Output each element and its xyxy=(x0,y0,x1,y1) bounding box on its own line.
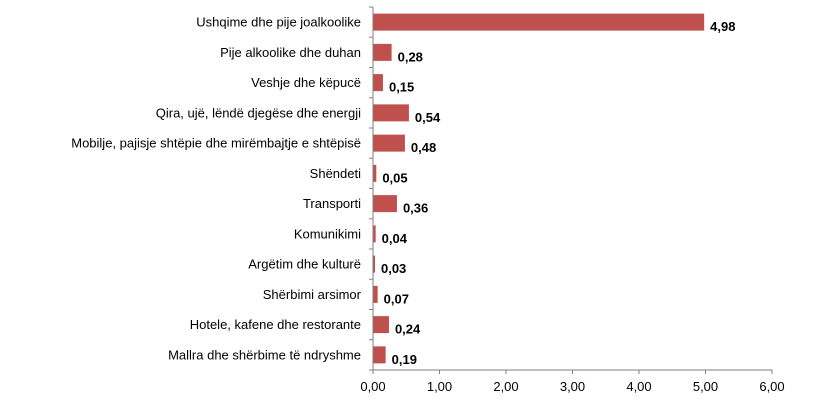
bar xyxy=(373,316,389,333)
data-label: 4,98 xyxy=(710,19,736,35)
category-label: Hotele, kafene dhe restorante xyxy=(189,317,361,333)
bar xyxy=(373,104,409,121)
data-label: 0,48 xyxy=(410,140,437,156)
x-tick-label: 4,00 xyxy=(626,379,652,394)
x-tick-label: 6,00 xyxy=(759,379,785,394)
category-label: Mobilje, pajisje shtëpie dhe mirëmbajtje e shtëpisë xyxy=(71,135,361,151)
axes xyxy=(373,7,772,370)
x-tick-label: 3,00 xyxy=(559,379,586,394)
category-label: Shërbimi arsimor xyxy=(262,286,361,302)
category-label: Qira, ujë, lëndë djegëse dhe energji xyxy=(155,105,361,121)
data-label: 0,28 xyxy=(397,49,423,65)
bar xyxy=(373,195,397,212)
category-label: Komunikimi xyxy=(293,226,361,242)
x-tick-label: 2,00 xyxy=(493,379,519,394)
bar xyxy=(373,286,378,303)
bars xyxy=(373,14,704,364)
bar xyxy=(373,74,383,91)
data-label: 0,04 xyxy=(381,230,407,246)
value-labels xyxy=(381,19,735,367)
x-tick-label: 5,00 xyxy=(692,379,719,394)
category-label: Veshje dhe këpucë xyxy=(251,75,361,91)
category-label: Transporti xyxy=(302,196,361,212)
bar xyxy=(373,14,704,31)
category-label: Pije alkoolike dhe duhan xyxy=(220,44,361,60)
data-label: 0,36 xyxy=(402,200,429,216)
data-label: 0,05 xyxy=(382,170,408,186)
bar xyxy=(373,346,386,363)
category-labels xyxy=(71,15,361,363)
category-label: Shëndeti xyxy=(309,165,361,181)
category-label: Mallra dhe shërbime të ndryshme xyxy=(168,347,361,363)
category-label: Argëtim dhe kulturë xyxy=(248,256,361,272)
data-label: 0,19 xyxy=(391,351,417,367)
category-label: Ushqime dhe pije joalkoolike xyxy=(196,14,361,30)
x-tick-label: 0,00 xyxy=(360,379,386,394)
bar xyxy=(373,44,392,61)
data-label: 0,54 xyxy=(414,109,441,125)
data-label: 0,07 xyxy=(383,291,409,307)
data-label: 0,15 xyxy=(388,79,415,95)
x-tick-label: 1,00 xyxy=(426,379,453,394)
data-label: 0,03 xyxy=(380,261,407,277)
data-label: 0,24 xyxy=(394,321,421,337)
bar xyxy=(373,135,405,152)
